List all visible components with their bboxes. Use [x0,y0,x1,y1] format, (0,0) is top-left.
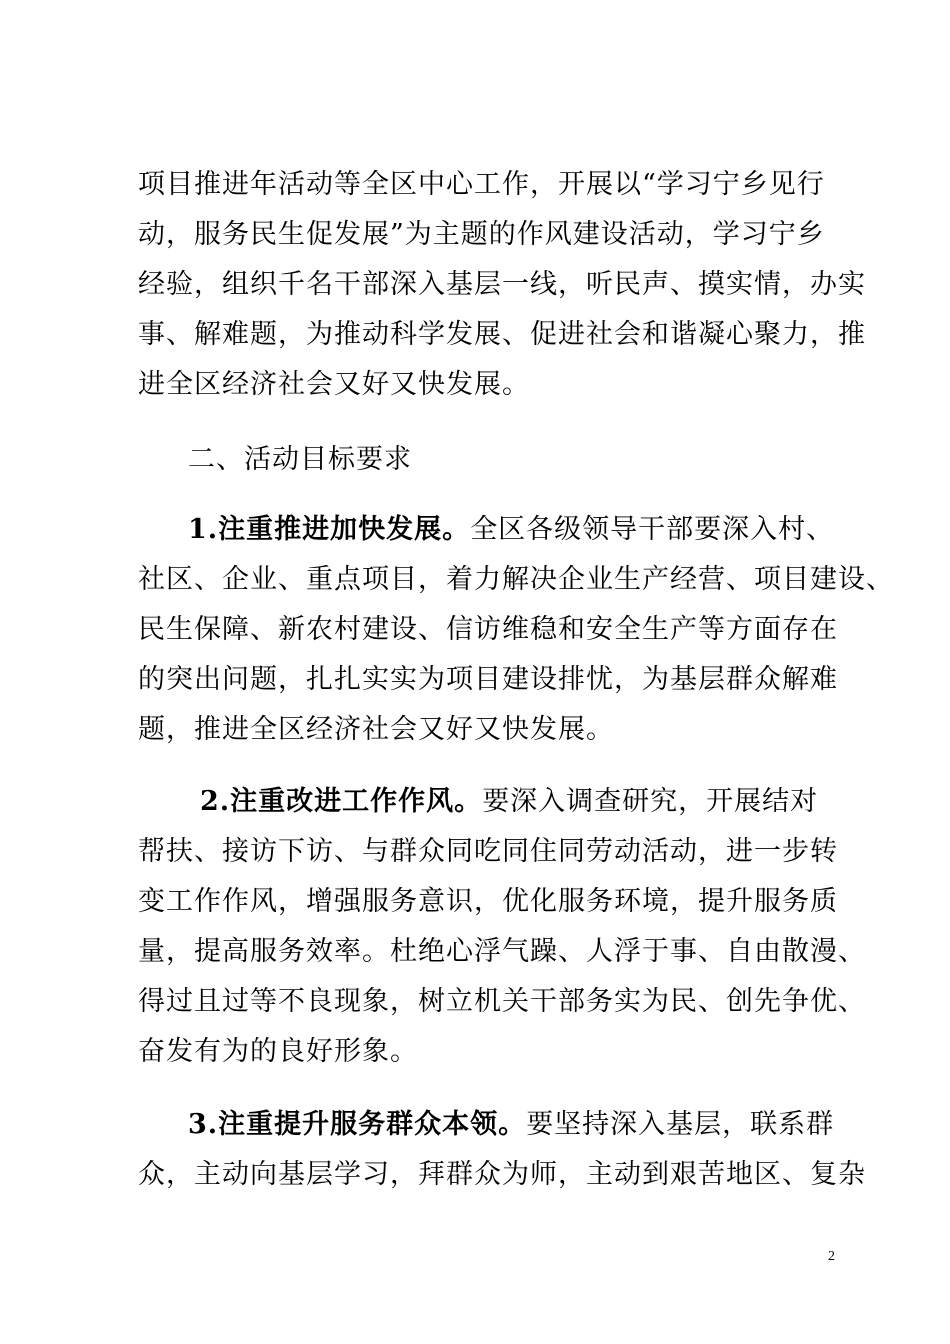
item1-first-line-rest: 全区各级领导干部要深入村、 [470,514,835,545]
intro-line-2: 动，服务民生促发展”为主题的作风建设活动，学习宁乡 [138,219,825,250]
item1-first-line [188,513,888,547]
item3-first-line [188,1108,888,1142]
item2-first-line-rest: 要深入调查研究，开展结对 [482,786,819,817]
item3-title: 3.注重提升服务群众本领。 [188,1109,527,1140]
item2-line-3: 变工作作风，增强服务意识，优化服务环境，提升服务质 [138,886,838,917]
item1-line-3: 民生保障、新农村建设、信访维稳和安全生产等方面存在 [138,614,838,645]
intro-line-1: 项目推进年活动等全区中心工作，开展以“学习宁乡见行 [138,169,825,200]
intro-line-5: 进全区经济社会又好又快发展。 [138,369,530,400]
page-number: 2 [828,1249,835,1264]
item3-first-line-rest: 要坚持深入基层，联系群 [526,1109,835,1140]
item3-line-2: 众，主动向基层学习，拜群众为师，主动到艰苦地区、复杂 [138,1159,866,1190]
item2-line-6: 奋发有为的良好形象。 [138,1036,418,1067]
item2-line-5: 得过且过等不良现象，树立机关干部务实为民、创先争优、 [138,986,866,1017]
item2-line-4: 量，提高服务效率。杜绝心浮气躁、人浮于事、自由散漫、 [138,936,866,967]
item2-title: 2.注重改进工作作风。 [200,786,483,817]
item1-line-4: 的突出问题，扎扎实实为项目建设排忧，为基层群众解难 [138,664,838,695]
section-heading: 二、活动目标要求 [188,444,412,475]
item1-line-5: 题，推进全区经济社会又好又快发展。 [138,714,614,745]
intro-line-4: 事、解难题，为推动科学发展、促进社会和谐凝心聚力，推 [138,319,866,350]
item1-title: 1.注重推进加快发展。 [188,514,471,545]
intro-line-3: 经验，组织千名干部深入基层一线，听民声、摸实情，办实 [138,269,866,300]
item2-first-line [200,785,900,819]
item1-line-2: 社区、企业、重点项目，着力解决企业生产经营、项目建设、 [138,564,894,595]
item2-line-2: 帮扶、接访下访、与群众同吃同住同劳动活动，进一步转 [138,836,838,867]
